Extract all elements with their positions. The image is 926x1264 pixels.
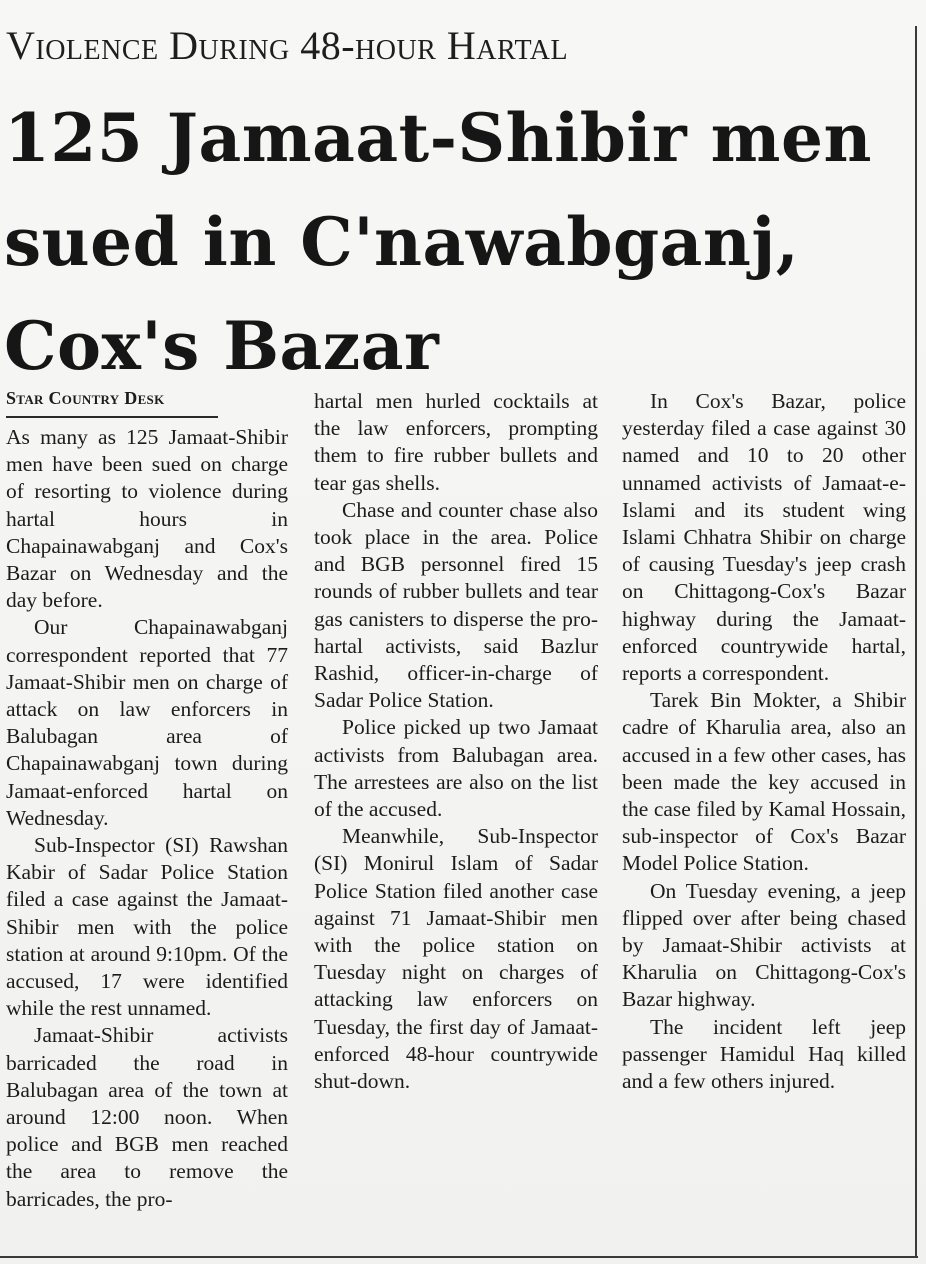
paragraph: hartal men hurled cocktails at the law enforcers, prompting them to fire rubber bullets and tear gas shells. xyxy=(314,389,598,495)
byline: Star Country Desk xyxy=(6,386,218,418)
bottom-rule xyxy=(0,1256,918,1258)
paragraph: Our Chapainawabganj correspondent reported that 77 Jamaat-Shibir men on charge of attack on law enforcers in Balubagan area of Chapainawabganj town during Jamaat-enforced hartal on Wednesday. xyxy=(6,615,288,830)
paragraph: Sub-Inspector (SI) Rawshan Kabir of Sadar Police Station filed a case against the Jamaat-Shibir men with the police station at around 9:10pm. Of the accused, 17 were identified while the rest unnamed. xyxy=(6,833,288,1021)
paragraph: Jamaat-Shibir activists barricaded the road in Balubagan area of the town at around 12:00 noon. When police and BGB men reached the area to remove the barricades, the pro- xyxy=(6,1023,288,1211)
right-column-rule xyxy=(915,26,917,1256)
paragraph: In Cox's Bazar, police yesterday filed a case against 30 named and 10 to 20 other unnamed activists of Jamaat-e-Islami and its student wing Islami Chhatra Shibir on charge of causing Tuesday's jeep crash on Chittagong-Cox's Bazar highway during the Jamaat-enforced countrywide hartal, reports a correspondent. xyxy=(622,389,906,686)
paragraph: On Tuesday evening, a jeep flipped over after being chased by Jamaat-Shibir activists at Kharulia on Chittagong-Cox's Bazar highway. xyxy=(622,878,906,1012)
article-column-2 xyxy=(314,388,598,1095)
article-column-3 xyxy=(622,388,906,1095)
article-column-1 xyxy=(6,386,288,1213)
paragraph: Tarek Bin Mokter, a Shibir cadre of Kharulia area, also an accused in a few other cases, has been made the key accused in the case filed by Kamal Hossain, sub-inspector of Cox's Bazar Model Police Station. xyxy=(622,688,906,876)
paragraph: Chase and counter chase also took place in the area. Police and BGB personnel fired 15 rounds of rubber bullets and tear gas canisters to disperse the pro-hartal activists, said Bazlur Rashid, officer-in-charge of Sadar Police Station. xyxy=(314,497,598,713)
paragraph: Meanwhile, Sub-Inspector (SI) Monirul Islam of Sadar Police Station filed another case against 71 Jamaat-Shibir men with the police station on Tuesday night on charges of attacking law enforcers on Tuesday, the first day of Jamaat-enforced 48-hour countrywide shut-down. xyxy=(314,824,598,1094)
article-headline xyxy=(4,86,909,398)
paragraph: As many as 125 Jamaat-Shibir men have been sued on charge of resorting to violence during hartal hours in Chapainawabganj and Cox's Bazar on Wednesday and the day before. xyxy=(6,425,288,613)
paragraph: The incident left jeep passenger Hamidul Haq killed and a few others injured. xyxy=(622,1014,906,1094)
paragraph: Police picked up two Jamaat activists from Balubagan area. The arrestees are also on the list of the accused. xyxy=(314,715,598,822)
article-kicker: Violence During 48-hour Hartal xyxy=(6,23,569,68)
headline-line-3: Cox's Bazar xyxy=(4,307,440,385)
headline-line-2: sued in C'nawabganj, xyxy=(4,203,800,281)
headline-line-1: 125 Jamaat-Shibir men xyxy=(4,99,872,177)
